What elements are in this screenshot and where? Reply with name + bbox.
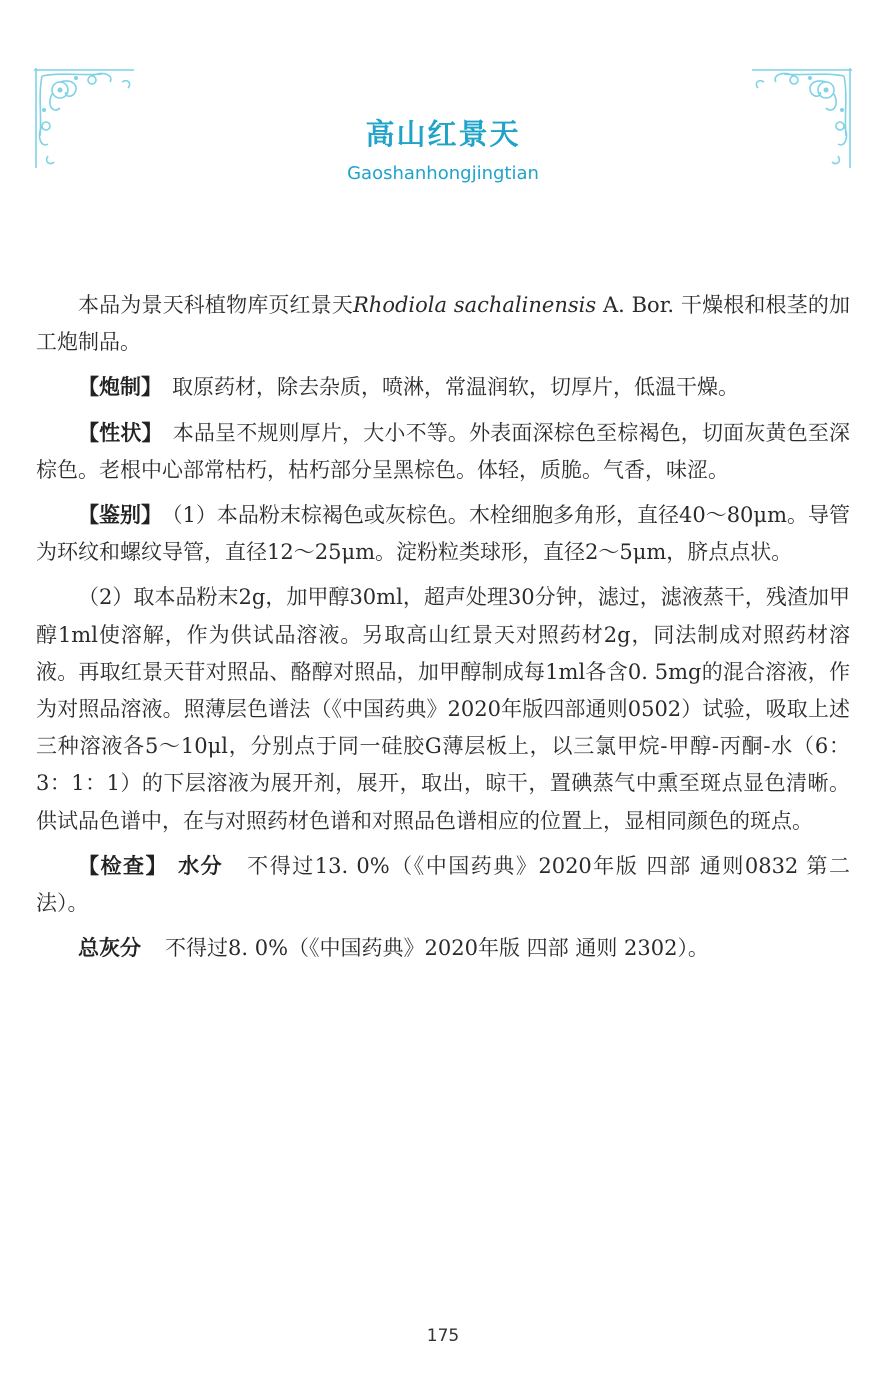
page-subtitle: Gaoshanhongjingtian xyxy=(347,163,539,184)
page-number: 175 xyxy=(426,1326,460,1346)
intro-after: A. Bor. 干燥根和根茎的加工炮制品。 xyxy=(36,293,850,355)
identification-text-1: （1）本品粉末棕褐色或灰棕色。木栓细胞多角形，直径40～80μm。导管为环纹和螺纹导管，直径12～25μm。淀粉粒类球形，直径2～5μm，脐点点状。 xyxy=(36,503,850,565)
identification-label: 【鉴别】 xyxy=(78,503,163,528)
description-paragraph xyxy=(36,415,850,489)
ash-paragraph xyxy=(36,930,850,967)
ash-text: 不得过8. 0%（《中国药典》2020年版 四部 通则 2302）。 xyxy=(165,936,709,961)
processing-label: 【炮制】 xyxy=(78,375,162,400)
processing-paragraph xyxy=(36,369,850,406)
page-title: 高山红景天 xyxy=(365,117,521,151)
inspection-label: 【检查】 xyxy=(78,853,169,878)
intro-paragraph xyxy=(36,287,850,361)
identification-paragraph-2 xyxy=(36,579,850,839)
processing-text: 取原药材，除去杂质，喷淋，常温润软，切厚片，低温干燥。 xyxy=(172,375,739,400)
ash-label: 总灰分 xyxy=(78,936,141,961)
description-text: 本品呈不规则厚片，大小不等。外表面深棕色至棕褐色，切面灰黄色至深棕色。老根中心部常枯朽，枯朽部分呈黑棕色。体轻，质脆。气香，味涩。 xyxy=(36,420,850,482)
identification-paragraph-1 xyxy=(36,497,850,571)
moisture-label: 水分 xyxy=(178,853,224,878)
monograph-body xyxy=(36,287,850,975)
moisture-text: 不得过13. 0%（《中国药典》2020年版 四部 通则0832 第二法）。 xyxy=(36,853,851,916)
inspection-paragraph xyxy=(36,848,850,922)
latin-name: Rhodiola sachalinensis xyxy=(352,293,597,317)
identification-text-2: （2）取本品粉末2g，加甲醇30ml，超声处理30分钟，滤过，滤液蒸干，残渣加甲醇1ml使溶解，作为供试品溶液。另取高山红景天对照药材2g，同法制成对照药材溶液。再取红景天苷对照品、酪醇对照品，加甲醇制成每1ml各含0. 5mg的混合溶液，作为对照品溶液。照薄层色谱法（《中国药典》2020年版四部通则0502）试验，吸取上述三种溶液各5～10μl，分别点于同一硅胶G薄层板上，以三氯甲烷-甲醇-丙酮-水（6：3：1：1）的下层溶液为展开剂，展开，取出，晾干，置碘蒸气中熏至斑点显色清晰。供试品色谱中，在与对照药材色谱和对照品色谱相应的位置上，显相同颜色的斑点。 xyxy=(36,585,850,833)
intro-before: 本品为景天科植物库页红景天 xyxy=(78,293,353,317)
description-label: 【性状】 xyxy=(78,420,163,445)
